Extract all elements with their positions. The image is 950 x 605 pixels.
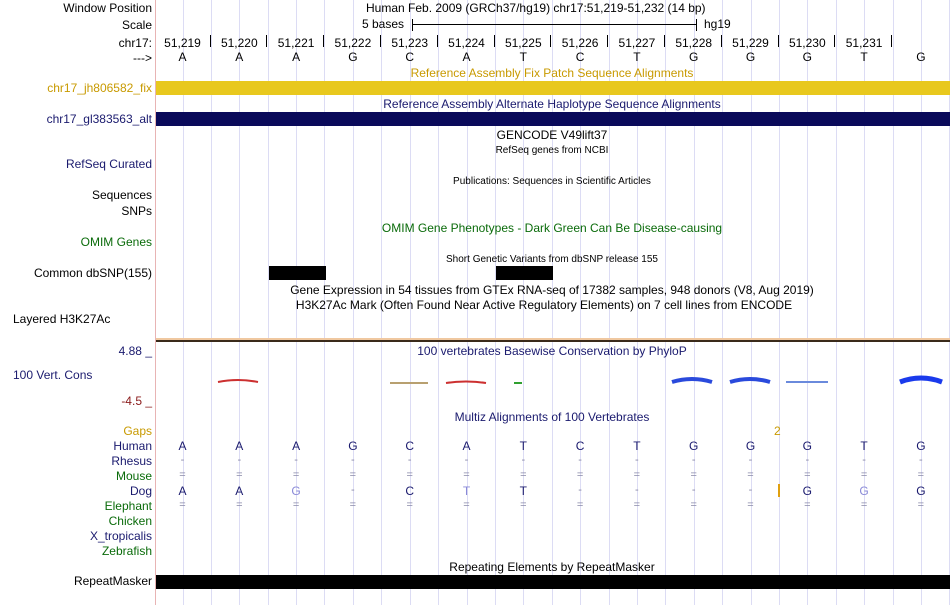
alignment-base: - (691, 454, 696, 466)
ruler-position: 51,228 (675, 36, 713, 50)
alignment-base: C (405, 439, 415, 453)
ruler-position: 51,220 (220, 36, 258, 50)
alignment-base: A (292, 439, 301, 453)
alignment-base: = (520, 469, 527, 481)
alignment-base: G (859, 484, 869, 498)
ruler-position: 51,226 (561, 36, 599, 50)
ruler-tick (210, 35, 211, 47)
alignment-base: A (462, 439, 471, 453)
alignment-base: - (578, 454, 582, 466)
alignment-base: = (349, 469, 357, 481)
ruler-position: 51,230 (788, 36, 826, 50)
fix-patch-bar[interactable] (156, 81, 950, 95)
h3k27ac-baseline (156, 340, 950, 342)
alignment-base: - (635, 484, 639, 496)
alignment-base: = (860, 499, 868, 511)
alignment-base: - (691, 484, 696, 496)
sequence-base: C (575, 50, 585, 64)
ruler-position: 51,219 (164, 36, 201, 50)
sequence-base: C (405, 50, 415, 64)
phylop-max: 4.88 _ (118, 344, 152, 358)
species-label[interactable]: Rhesus (111, 454, 152, 468)
alignment-base: - (862, 454, 866, 466)
dbsnp-label[interactable]: Common dbSNP(155) (33, 266, 152, 280)
alignment-base: = (520, 499, 527, 511)
ruler-position: 51,224 (448, 36, 485, 50)
snps-label[interactable]: SNPs (121, 204, 152, 218)
species-label[interactable]: Human (113, 439, 152, 453)
alignment-base: G (916, 484, 926, 498)
ruler-tick (323, 35, 324, 47)
alignment-base: = (917, 499, 925, 511)
sequence-base: T (860, 50, 868, 64)
refseq-label[interactable]: RefSeq Curated (65, 157, 152, 171)
publications-title: Publications: Sequences in Scientific Articles (453, 176, 651, 187)
ruler-position: 51,223 (391, 36, 429, 50)
sequence-base: T (519, 50, 527, 64)
sequences-label[interactable]: Sequences (91, 188, 152, 202)
sequence-base: A (292, 50, 301, 64)
ruler-tick (550, 35, 551, 47)
sequence-base: G (689, 50, 699, 64)
alignment-base: - (748, 484, 753, 496)
alignment-base: = (292, 469, 300, 481)
scale-label: Scale (121, 18, 152, 32)
species-label[interactable]: Zebrafish (101, 544, 152, 558)
dbsnp-title: Short Genetic Variants from dbSNP release 155 (446, 254, 658, 265)
phylop-plot[interactable] (156, 360, 950, 400)
alignment-base: - (748, 454, 753, 466)
scale-left-tick (412, 19, 413, 31)
alignment-base: = (179, 499, 186, 511)
alignment-base: T (462, 484, 471, 498)
sequence-base: G (802, 50, 812, 64)
alignment-base: = (349, 499, 357, 511)
h3k27ac-title: H3K27Ac Mark (Often Found Near Active Regulatory Elements) on 7 cell lines from ENCODE (295, 298, 793, 312)
alignment-base: A (235, 484, 244, 498)
phylop-mark (672, 379, 712, 382)
alignment-base: = (633, 499, 641, 511)
alignment-base: T (860, 439, 868, 453)
sequence-base: G (745, 50, 756, 64)
ruler-tick (494, 35, 495, 47)
fix-patch-label[interactable]: chr17_jh806582_fix (47, 81, 152, 95)
scale-right-tick (696, 19, 697, 31)
h3k27ac-label[interactable]: Layered H3K27Ac (13, 312, 111, 326)
dbsnp-variant[interactable] (269, 266, 326, 280)
species-label[interactable]: Mouse (115, 469, 152, 483)
alignment-base: = (804, 499, 811, 511)
alignment-base: = (917, 469, 925, 481)
omim-label[interactable]: OMIM Genes (80, 235, 152, 249)
alignment-base: = (406, 499, 413, 511)
species-label[interactable]: Elephant (104, 499, 152, 513)
alignment-base: = (860, 469, 868, 481)
ruler-position: 51,227 (618, 36, 656, 50)
alignment-base: T (519, 439, 527, 453)
sequence-base: T (633, 50, 641, 64)
alignment-base: = (804, 469, 811, 481)
phylop-mark (900, 378, 942, 382)
sequence-base: A (178, 50, 187, 64)
insertion-marker (778, 484, 780, 497)
phylop-min: -4.5 _ (121, 394, 152, 408)
alignment-base: - (521, 454, 526, 466)
gtex-title: Gene Expression in 54 tissues from GTEx RNA-seq of 17382 samples, 948 donors (V8, Aug 2019) (290, 283, 814, 297)
alignment-base: A (235, 439, 244, 453)
alignment-base: = (179, 469, 186, 481)
alignment-base: - (351, 484, 355, 496)
alignment-base: - (578, 484, 582, 496)
species-label[interactable]: Chicken (108, 514, 152, 528)
scale-bases-text: 5 bases (362, 17, 405, 31)
multiz-title: Multiz Alignments of 100 Vertebrates (454, 410, 650, 424)
alignment-base: - (237, 454, 242, 466)
ruler-tick (266, 35, 267, 47)
alignment-base: - (635, 454, 639, 466)
dbsnp-variant[interactable] (496, 266, 553, 280)
alignment-base: G (689, 439, 699, 453)
gaps-label: Gaps (123, 424, 152, 438)
alignment-base: T (519, 484, 527, 498)
alignment-base: - (919, 454, 923, 466)
alignment-base: - (351, 454, 355, 466)
alignment-base: - (805, 454, 810, 466)
ruler-position: 51,231 (845, 36, 883, 50)
track-labels-column (0, 0, 155, 605)
alignment-base: G (802, 484, 812, 498)
phylop-title: 100 vertebrates Basewise Conservation by PhyloP (417, 344, 687, 358)
alignment-base: = (747, 499, 754, 511)
alignment-base: = (463, 499, 470, 511)
alignment-base: = (463, 469, 470, 481)
alignment-base: = (747, 469, 754, 481)
alignment-base: = (576, 499, 584, 511)
alignment-base: A (178, 439, 187, 453)
alignment-base: G (916, 439, 926, 453)
alignment-base: - (180, 454, 185, 466)
ruler-position: 51,221 (277, 36, 315, 50)
alignment-base: T (633, 439, 641, 453)
scale-assembly-text: hg19 (704, 17, 731, 31)
phylop-mark (218, 380, 258, 382)
alignment-base: A (178, 484, 187, 498)
alignment-base: = (236, 469, 243, 481)
alignment-base: G (802, 439, 812, 453)
alignment-base: - (407, 454, 412, 466)
alignment-base: C (405, 484, 415, 498)
sequence-base: A (462, 50, 471, 64)
alignment-base: G (745, 439, 756, 453)
omim-title: OMIM Gene Phenotypes - Dark Green Can Be Disease-causing (381, 221, 723, 235)
alt-haplotype-label[interactable]: chr17_gl383563_alt (46, 112, 152, 126)
gap-count: 2 (774, 424, 781, 438)
alt-haplotype-title: Reference Assembly Alternate Haplotype Sequence Alignments (383, 97, 721, 111)
species-label[interactable]: Dog (129, 484, 152, 498)
alignment-base: = (236, 499, 243, 511)
phylop-label[interactable]: 100 Vert. Cons (13, 368, 93, 382)
ruler-position: 51,222 (334, 36, 372, 50)
alignment-base: G (348, 439, 358, 453)
refseq-title: RefSeq genes from NCBI (495, 145, 609, 156)
alignment-base: = (292, 499, 300, 511)
ruler-tick (891, 35, 892, 47)
sequence-base: A (235, 50, 244, 64)
ruler-tick (437, 35, 438, 47)
alignment-base: = (690, 499, 697, 511)
window-position-label: Window Position (63, 1, 152, 15)
scale-bar (412, 24, 696, 25)
phylop-mark (730, 379, 770, 382)
alignment-base: - (464, 454, 469, 466)
alignment-base: - (294, 454, 298, 466)
ruler-tick (607, 35, 608, 47)
sequence-base: G (916, 50, 926, 64)
alignment-base: G (291, 484, 301, 498)
fix-patch-title: Reference Assembly Fix Patch Sequence Alignments (410, 66, 694, 80)
alignment-base: = (576, 469, 584, 481)
repeatmasker-title: Repeating Elements by RepeatMasker (449, 560, 655, 574)
assembly-position-text: Human Feb. 2009 (GRCh37/hg19) chr17:51,219-51,232 (14 bp) (366, 1, 706, 15)
strand-label: ---> (133, 51, 152, 65)
repeatmasker-bar[interactable] (156, 575, 950, 589)
phylop-mark (446, 382, 486, 384)
ruler-tick (664, 35, 665, 47)
gencode-title: GENCODE V49lift37 (496, 128, 608, 142)
chrom-label: chr17: (118, 36, 152, 50)
alignment-base: = (406, 469, 413, 481)
alignment-base: = (690, 469, 697, 481)
ruler-tick (834, 35, 835, 47)
ruler-position: 51,229 (732, 36, 769, 50)
ruler-tick (380, 35, 381, 47)
species-label[interactable]: X_tropicalis (89, 529, 152, 543)
alignment-base: = (633, 469, 641, 481)
repeatmasker-label[interactable]: RepeatMasker (73, 574, 152, 588)
sequence-base: G (348, 50, 358, 64)
alignment-base: C (575, 439, 585, 453)
ruler-position: 51,225 (504, 36, 542, 50)
alt-haplotype-bar[interactable] (156, 112, 950, 126)
track-image[interactable] (156, 0, 950, 605)
ruler-tick (721, 35, 722, 47)
ruler-tick (778, 35, 779, 47)
